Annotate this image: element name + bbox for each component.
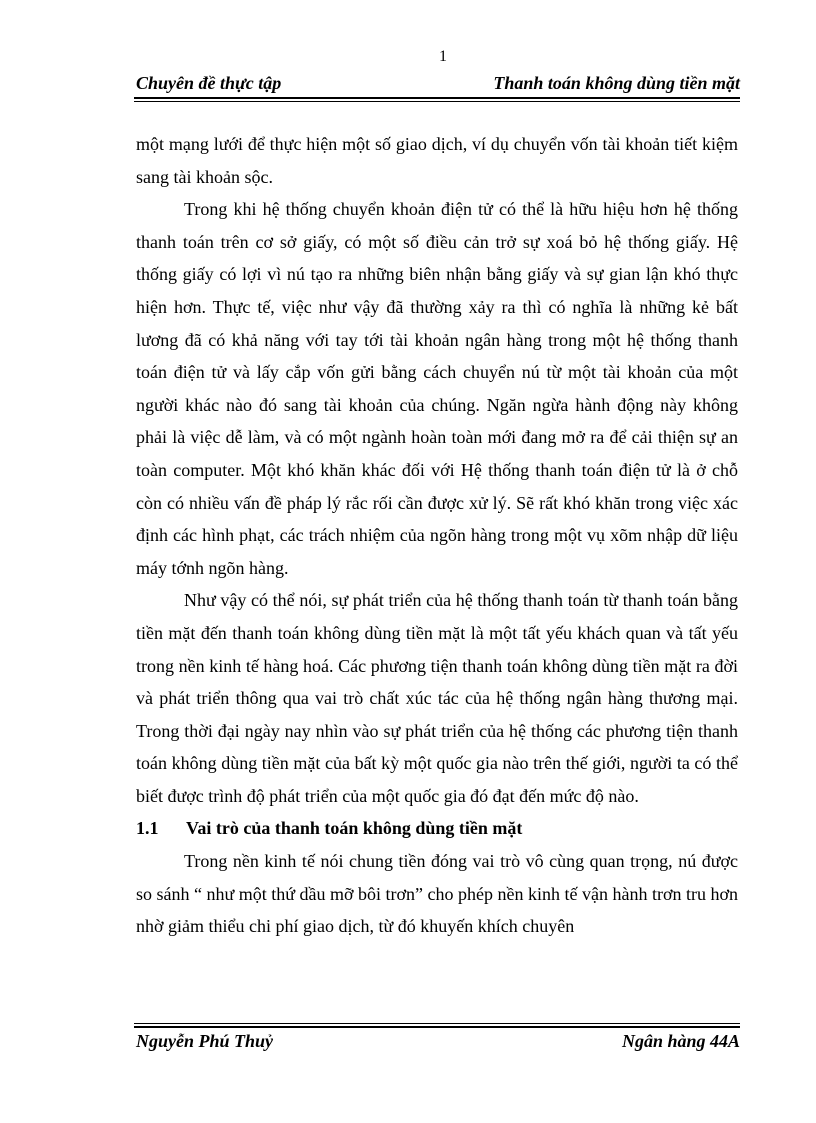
- paragraph: Trong nền kinh tế nói chung tiền đóng vai trò vô cùng quan trọng, nú được so sánh “ như một thứ dầu mỡ bôi trơn” cho phép nền kinh tế vận hành trơn tru hơn nhờ giảm thiểu chi phí giao dịch, từ đó khuyến khích chuyên: [136, 851, 738, 937]
- document-body: [136, 128, 738, 943]
- section-heading: [136, 812, 738, 845]
- paragraph-continued: một mạng lưới để thực hiện một số giao dịch, ví dụ chuyển vốn tài khoản tiết kiệm sang tài khoản sộc.: [136, 134, 738, 187]
- header-left-title: Chuyên đề thực tập: [136, 73, 282, 93]
- footer-rule-thick: [134, 1026, 740, 1028]
- section-title: Vai trò của thanh toán không dùng tiền mặt: [186, 818, 523, 839]
- paragraph: Trong khi hệ thống chuyển khoản điện tử có thể là hữu hiệu hơn hệ thống thanh toán trên cơ sở giấy, có một số điều cản trở sự xoá bỏ hệ thống giấy. Hệ thống giấy có lợi vì nú tạo ra những biên nhận bằng giấy và sự gian lận khó thực hiện hơn. Thực tế, việc như vậy đã thường xảy ra thì có nghĩa là những kẻ bất lương đã có khả năng với tay tới tài khoản ngân hàng trong một hệ thống thanh toán điện tử và lấy cắp vốn gửi bằng cách chuyển nú từ một tài khoản của một người khác nào đó sang tài khoản của chúng. Ngăn ngừa hành động này không phải là việc dễ làm, và có một ngành hoàn toàn mới đang mở ra để cải thiện sự an toàn computer. Một khó khăn khác đối với Hệ thống thanh toán điện tử là ở chỗ còn có nhiều vấn đề pháp lý rắc rối cần được xử lý. Sẽ rất khó khăn trong việc xác định các hình phạt, các trách nhiệm của ngõn hàng trong một vụ xõm nhập dữ liệu máy tớnh ngõn hàng.: [136, 199, 738, 578]
- header-right-title: Thanh toán không dùng tiền mặt: [493, 73, 740, 93]
- footer-author: Nguyễn Phú Thuỷ: [136, 1031, 274, 1051]
- footer-rule-thin: [134, 1023, 740, 1024]
- running-footer: [134, 1031, 740, 1055]
- running-header: [134, 73, 740, 95]
- footer-class: Ngân hàng 44A: [621, 1031, 740, 1051]
- page-number: 1: [439, 48, 447, 65]
- header-rule-thin: [134, 101, 740, 102]
- paragraph: Như vậy có thể nói, sự phát triển của hệ thống thanh toán từ thanh toán bằng tiền mặt đến thanh toán không dùng tiền mặt là một tất yếu khách quan và tất yếu trong nền kinh tế hàng hoá. Các phương tiện thanh toán không dùng tiền mặt ra đời và phát triển thông qua vai trò chất xúc tác của hệ thống ngân hàng thương mại. Trong thời đại ngày nay nhìn vào sự phát triển của hệ thống các phương tiện thanh toán không dùng tiền mặt của bất kỳ một quốc gia nào trên thế giới, người ta có thể biết được trình độ phát triển của một quốc gia đó đạt đến mức độ nào.: [136, 590, 738, 806]
- section-number: 1.1: [136, 818, 159, 839]
- header-rule-thick: [134, 97, 740, 99]
